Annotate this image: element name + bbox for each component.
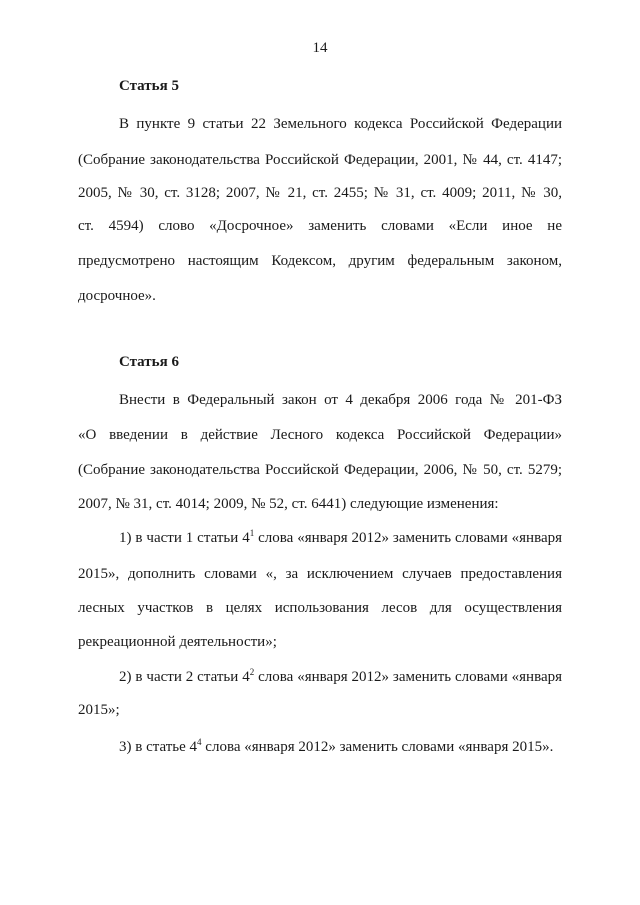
item-3-text-before: 3) в статье 4 xyxy=(119,739,198,755)
item-1-line-1 xyxy=(119,528,562,548)
article-5-line-5: предусмотрено настоящим Кодексом, другим федеральным законом, xyxy=(78,253,562,269)
article-5-line-1: В пункте 9 статьи 22 Земельного кодекса Российской Федерации xyxy=(119,116,562,132)
item-3-text-after: слова «января 2012» заменить словами «января 2015». xyxy=(201,739,554,755)
article-6-intro-line-4: 2007, № 31, ст. 4014; 2009, № 52, ст. 6441) следующие изменения: xyxy=(78,496,499,512)
article-5-line-2: (Собрание законодательства Российской Федерации, 2001, № 44, ст. 4147; xyxy=(78,152,562,168)
item-1-text-after: слова «января 2012» заменить словами «января xyxy=(254,530,563,546)
article-6-heading: Статья 6 xyxy=(119,354,179,370)
article-5-heading: Статья 5 xyxy=(119,78,179,94)
item-1-line-4: рекреационной деятельности»; xyxy=(78,634,277,650)
article-6-intro-line-3: (Собрание законодательства Российской Федерации, 2006, № 50, ст. 5279; xyxy=(78,462,562,478)
item-2-line-1 xyxy=(119,667,562,687)
article-6-intro-line-2: «О введении в действие Лесного кодекса Российской Федерации» xyxy=(78,427,562,443)
article-6-intro-line-1: Внести в Федеральный закон от 4 декабря 2006 года № 201-ФЗ xyxy=(119,392,562,408)
article-5-line-6: досрочное». xyxy=(78,288,156,304)
page-number: 14 xyxy=(312,40,328,56)
article-5-line-3: 2005, № 30, ст. 3128; 2007, № 21, ст. 2455; № 31, ст. 4009; 2011, № 30, xyxy=(78,185,562,201)
item-1-line-3: лесных участков в целях использования лесов для осуществления xyxy=(78,600,562,616)
item-2-text-before: 2) в части 2 статьи 4 xyxy=(119,669,250,685)
item-2-superscript: 2 xyxy=(249,667,255,677)
article-5-line-4: ст. 4594) слово «Досрочное» заменить словами «Если иное не xyxy=(78,218,562,234)
item-2-text-after: слова «января 2012» заменить словами «января xyxy=(254,669,563,685)
item-1-superscript: 1 xyxy=(249,528,255,538)
item-1-line-2: 2015», дополнить словами «, за исключением случаев предоставления xyxy=(78,566,562,582)
item-3-superscript: 4 xyxy=(197,737,202,747)
item-1-text-before: 1) в части 1 статьи 4 xyxy=(119,530,250,546)
item-3-line-1 xyxy=(119,737,562,757)
item-2-line-2: 2015»; xyxy=(78,702,120,718)
